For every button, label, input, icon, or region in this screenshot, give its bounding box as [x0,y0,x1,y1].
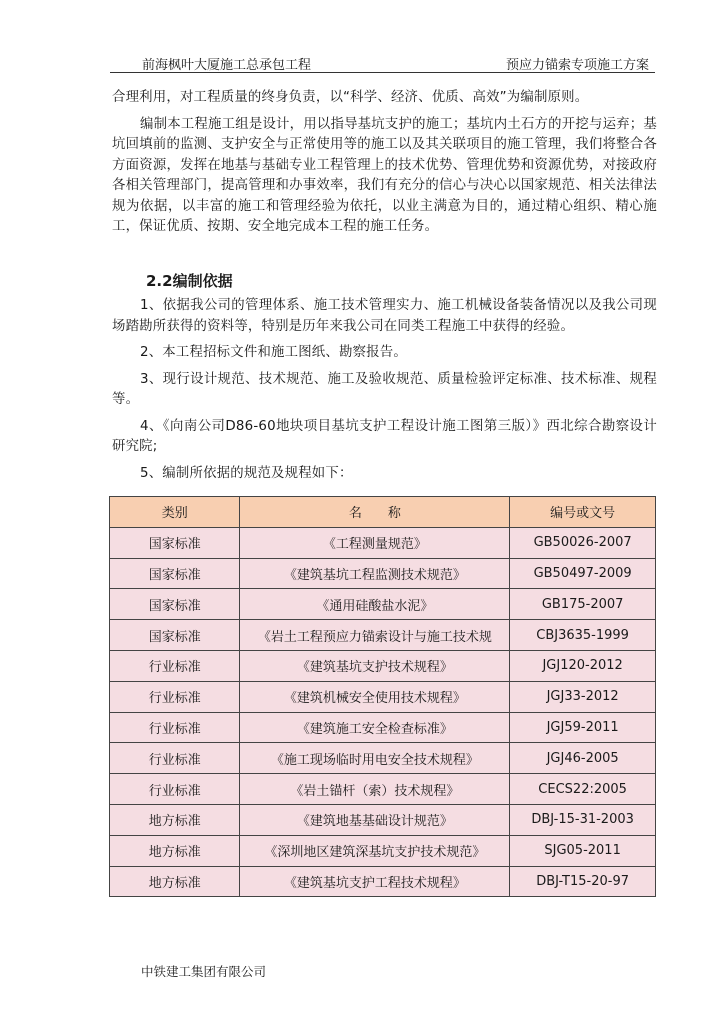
cell-name: 《建筑基坑支护工程技术规程》 [240,866,510,897]
paragraph-principle: 合理利用，对工程质量的终身负责，以“科学、经济、优质、高效”为编制原则。 [112,90,589,105]
table-row [110,589,656,620]
cell-code: GB50026-2007 [510,527,656,558]
cell-name: 《工程测量规范》 [240,527,510,558]
cell-code: GB50497-2009 [510,558,656,589]
cell-code: JGJ46-2005 [510,743,656,774]
cell-category: 行业标准 [110,650,240,681]
cell-code: CECS22:2005 [510,774,656,805]
cell-category: 地方标准 [110,866,240,897]
cell-code: JGJ33-2012 [510,681,656,712]
table-header-row [110,497,656,528]
cell-name: 《建筑基坑支护技术规程》 [240,650,510,681]
cell-category: 地方标准 [110,804,240,835]
cell-name: 《建筑机械安全使用技术规程》 [240,681,510,712]
cell-code: JGJ120-2012 [510,650,656,681]
cell-category: 行业标准 [110,743,240,774]
cell-name: 《岩土锚杆（索）技术规程》 [240,774,510,805]
cell-category: 地方标准 [110,835,240,866]
cell-category: 国家标准 [110,589,240,620]
table-row [110,835,656,866]
cell-category: 行业标准 [110,774,240,805]
cell-category: 行业标准 [110,681,240,712]
cell-code: DBJ-15-31-2003 [510,804,656,835]
basis-list [112,296,657,484]
column-header-code: 编号或文号 [510,497,656,528]
column-header-category: 类别 [110,497,240,528]
cell-name: 《建筑地基基础设计规范》 [240,804,510,835]
basis-item-5: 5、编制所依据的规范及规程如下： [140,465,353,481]
cell-category: 国家标准 [110,527,240,558]
intro-text [112,88,657,238]
table-row [110,527,656,558]
section-title: 2.2编制依据 [146,272,233,290]
paragraph-purpose: 编制本工程施工组是设计，用以指导基坑支护的施工；基坑内土石方的开挖与运弃；基坑回填前的监测、支护安全与正常使用等的施工以及其关联项目的施工管理，我们将整合各方面资源，发挥在地基与基础专业工程管理上的技术优势、管理优势和资源优势，对接政府各相关管理部门，提高管理和办事效率，我们有充分的信心与决心以国家规范、相关法律法规为依据，以丰富的施工和管理经验为依托，以业主满意为目的，通过精心组织、精心施工，保证优质、按期、安全地完成本工程的施工任务。 [112,116,657,234]
column-header-name: 名 称 [240,497,510,528]
cell-name: 《深圳地区建筑深基坑支护技术规范》 [240,835,510,866]
cell-category: 国家标准 [110,620,240,651]
basis-item-3: 3、现行设计规范、技术规范、施工及验收规范、质量检验评定标准、技术标准、规程等。 [112,371,657,407]
basis-item-4: 4、《向南公司D86-60地块项目基坑支护工程设计施工图第三版）》西北综合勘察设计研究院; [112,418,657,454]
cell-name: 《建筑施工安全检查标准》 [240,712,510,743]
table-row [110,774,656,805]
cell-name: 《建筑基坑工程监测技术规范》 [240,558,510,589]
cell-name: 《岩土工程预应力锚索设计与施工技术规 [240,620,510,651]
table-row [110,650,656,681]
cell-code: JGJ59-2011 [510,712,656,743]
page-header [110,52,655,73]
cell-code: CBJ3635-1999 [510,620,656,651]
header-document-title: 预应力锚索专项施工方案 [505,58,649,73]
table-row [110,620,656,651]
table-row [110,712,656,743]
header-project-title: 前海枫叶大厦施工总承包工程 [142,58,312,73]
cell-code: SJG05-2011 [510,835,656,866]
table-row [110,681,656,712]
basis-item-1: 1、依据我公司的管理体系、施工技术管理实力、施工机械设备装备情况以及我公司现场踏勘所获得的资料等，特别是历年来我公司在同类工程施工中获得的经验。 [112,298,657,334]
basis-item-2: 2、本工程招标文件和施工图纸、勘察报告。 [140,345,407,360]
cell-name: 《通用硅酸盐水泥》 [240,589,510,620]
cell-category: 国家标准 [110,558,240,589]
cell-name: 《施工现场临时用电安全技术规程》 [240,743,510,774]
cell-code: DBJ-T15-20-97 [510,866,656,897]
footer-company: 中铁建工集团有限公司 [141,964,267,979]
cell-category: 行业标准 [110,712,240,743]
table-row [110,743,656,774]
cell-code: GB175-2007 [510,589,656,620]
table-row [110,866,656,897]
table-row [110,558,656,589]
standards-table [109,496,656,897]
table-row [110,804,656,835]
